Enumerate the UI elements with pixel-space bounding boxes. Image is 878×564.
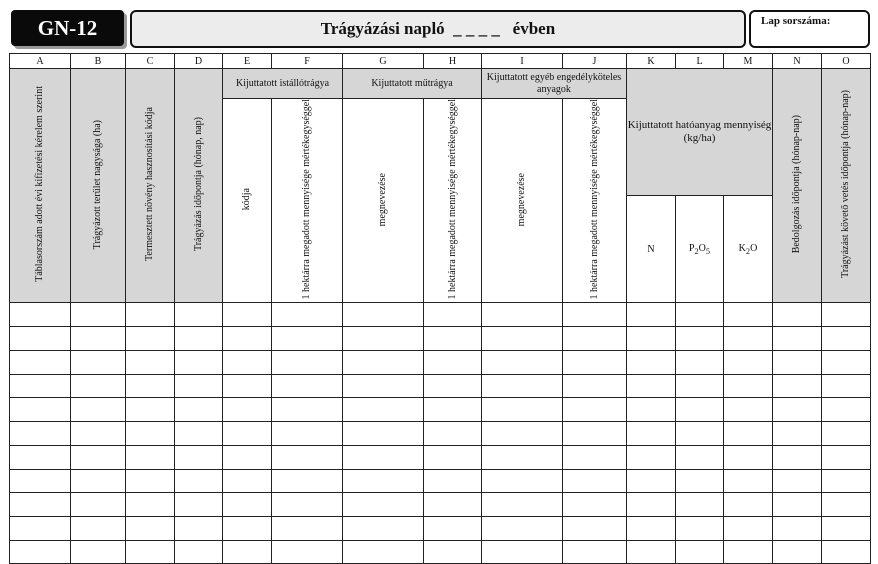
header-n-text: Bedolgozás időpontja (hónap-nap) (791, 115, 802, 254)
table-cell[interactable] (822, 469, 871, 493)
header-n (773, 69, 822, 303)
form-code-text: GN-12 (37, 15, 98, 40)
form-code (11, 10, 124, 46)
header-l-phosphorus (676, 195, 724, 303)
table-cell[interactable] (424, 422, 482, 446)
table-cell[interactable] (223, 540, 272, 564)
table-cell[interactable] (10, 327, 71, 351)
table-cell[interactable] (71, 303, 126, 327)
table-cell[interactable] (223, 493, 272, 517)
table-cell[interactable] (10, 350, 71, 374)
table-cell[interactable] (627, 445, 676, 469)
table-cell[interactable] (10, 493, 71, 517)
k-subscript: 2 (745, 246, 751, 256)
table-cell[interactable] (272, 422, 343, 446)
table-cell[interactable] (822, 350, 871, 374)
header-k-nitrogen: N (627, 195, 676, 303)
table-cell[interactable] (175, 469, 223, 493)
table-cell[interactable] (822, 445, 871, 469)
table-cell[interactable] (126, 516, 175, 540)
header-a-text: Táblasorszám adott évi kifizetési kérelem szerint (34, 86, 45, 283)
table-cell[interactable] (724, 493, 773, 517)
k-symbol: K (738, 242, 746, 254)
table-cell[interactable] (563, 398, 627, 422)
header-c (126, 69, 175, 303)
table-row (10, 516, 871, 540)
table-cell[interactable] (175, 516, 223, 540)
table-cell[interactable] (10, 445, 71, 469)
table-cell[interactable] (71, 350, 126, 374)
table-cell[interactable] (343, 493, 424, 517)
col-letter-h: H (424, 54, 482, 69)
table-cell[interactable] (126, 374, 175, 398)
col-letter-g: G (343, 54, 424, 69)
table-cell[interactable] (724, 398, 773, 422)
table-cell[interactable] (822, 422, 871, 446)
table-cell[interactable] (482, 540, 563, 564)
table-cell[interactable] (223, 303, 272, 327)
table-cell[interactable] (563, 303, 627, 327)
table-cell[interactable] (724, 350, 773, 374)
header-g (343, 99, 424, 303)
table-cell[interactable] (482, 422, 563, 446)
header-g-text: megnevezése (377, 172, 388, 226)
table-cell[interactable] (126, 350, 175, 374)
table-cell[interactable] (175, 398, 223, 422)
col-letter-n: N (773, 54, 822, 69)
table-cell[interactable] (482, 303, 563, 327)
table-cell[interactable] (676, 469, 724, 493)
column-letter-row (10, 54, 871, 69)
table-cell[interactable] (71, 469, 126, 493)
header-m-potassium (724, 195, 773, 303)
table-cell[interactable] (272, 374, 343, 398)
table-row (10, 445, 871, 469)
table-row (10, 374, 871, 398)
form-title-text: Trágyázási napló _ _ _ _ évben (320, 19, 556, 38)
table-cell[interactable] (563, 374, 627, 398)
table-cell[interactable] (126, 398, 175, 422)
table-row (10, 469, 871, 493)
table-cell[interactable] (627, 374, 676, 398)
col-letter-a: A (10, 54, 71, 69)
table-cell[interactable] (822, 327, 871, 351)
col-letter-o: O (822, 54, 871, 69)
table-cell[interactable] (175, 350, 223, 374)
table-cell[interactable] (71, 516, 126, 540)
header-d (175, 69, 223, 303)
table-cell[interactable] (482, 445, 563, 469)
table-cell[interactable] (424, 374, 482, 398)
table-cell[interactable] (343, 422, 424, 446)
table-cell[interactable] (10, 422, 71, 446)
table-cell[interactable] (627, 469, 676, 493)
table-cell[interactable] (773, 350, 822, 374)
table-cell[interactable] (272, 350, 343, 374)
table-cell[interactable] (724, 374, 773, 398)
table-cell[interactable] (71, 327, 126, 351)
col-letter-f: F (272, 54, 343, 69)
table-cell[interactable] (175, 303, 223, 327)
table-cell[interactable] (10, 516, 71, 540)
table-cell[interactable] (773, 422, 822, 446)
table-cell[interactable] (223, 516, 272, 540)
table-cell[interactable] (724, 540, 773, 564)
table-row (10, 540, 871, 564)
header-group-other: Kijuttatott egyéb engedélyköteles anyagok (482, 69, 627, 99)
table-cell[interactable] (822, 493, 871, 517)
col-letter-j: J (563, 54, 627, 69)
table-cell[interactable] (175, 493, 223, 517)
table-cell[interactable] (175, 374, 223, 398)
table-cell[interactable] (272, 493, 343, 517)
table-cell[interactable] (676, 540, 724, 564)
header-d-text: Trágyázás időpontja (hónap, nap) (192, 117, 204, 252)
table-cell[interactable] (343, 303, 424, 327)
table-cell[interactable] (126, 327, 175, 351)
table-row (10, 303, 871, 327)
table-cell[interactable] (822, 374, 871, 398)
table-cell[interactable] (676, 422, 724, 446)
header-j (563, 99, 627, 303)
table-cell[interactable] (563, 469, 627, 493)
header-b (71, 69, 126, 303)
table-cell[interactable] (482, 493, 563, 517)
table-cell[interactable] (126, 422, 175, 446)
table-cell[interactable] (627, 516, 676, 540)
table-cell[interactable] (563, 445, 627, 469)
header-h (424, 99, 482, 303)
header-f (272, 99, 343, 303)
group-header-row (10, 69, 871, 99)
table-cell[interactable] (563, 493, 627, 517)
fertilization-log-table (9, 53, 871, 564)
table-cell[interactable] (223, 469, 272, 493)
table-cell[interactable] (343, 398, 424, 422)
table-cell[interactable] (343, 516, 424, 540)
table-cell[interactable] (272, 469, 343, 493)
k-o-symbol: O (750, 242, 758, 254)
table-cell[interactable] (272, 398, 343, 422)
col-letter-k: K (627, 54, 676, 69)
table-cell[interactable] (627, 327, 676, 351)
sheet-number-label: Lap sorszáma: (761, 15, 831, 27)
table-cell[interactable] (773, 327, 822, 351)
table-cell[interactable] (10, 398, 71, 422)
table-cell[interactable] (71, 445, 126, 469)
table-cell[interactable] (424, 493, 482, 517)
table-cell[interactable] (272, 303, 343, 327)
table-cell[interactable] (724, 327, 773, 351)
table-cell[interactable] (424, 398, 482, 422)
header-c-text: Termesztett növény hasznosítási kódja (144, 107, 155, 262)
table-cell[interactable] (424, 516, 482, 540)
table-cell[interactable] (482, 516, 563, 540)
table-cell[interactable] (343, 540, 424, 564)
table-cell[interactable] (773, 303, 822, 327)
table-cell[interactable] (676, 374, 724, 398)
table-cell[interactable] (822, 303, 871, 327)
table-cell[interactable] (724, 303, 773, 327)
table-cell[interactable] (223, 350, 272, 374)
table-cell[interactable] (126, 303, 175, 327)
table-cell[interactable] (71, 374, 126, 398)
table-cell[interactable] (773, 469, 822, 493)
table-cell[interactable] (126, 469, 175, 493)
table-cell[interactable] (773, 493, 822, 517)
table-cell[interactable] (676, 350, 724, 374)
table-cell[interactable] (424, 469, 482, 493)
col-letter-c: C (126, 54, 175, 69)
table-cell[interactable] (627, 303, 676, 327)
table-cell[interactable] (10, 374, 71, 398)
header-i-text: megnevezése (516, 172, 527, 226)
table-cell[interactable] (773, 445, 822, 469)
table-cell[interactable] (822, 398, 871, 422)
header-group-fertilizer: Kijuttatott műtrágya (343, 69, 482, 99)
table-cell[interactable] (482, 469, 563, 493)
table-cell[interactable] (773, 398, 822, 422)
header-group-manure: Kijuttatott istállótrágya (223, 69, 343, 99)
table-cell[interactable] (272, 516, 343, 540)
header-e-text: kódja (241, 188, 252, 211)
table-cell[interactable] (343, 327, 424, 351)
table-cell[interactable] (724, 516, 773, 540)
table-row (10, 422, 871, 446)
table-cell[interactable] (627, 398, 676, 422)
header-group-active: Kijuttatott hatóanyag mennyiség (kg/ha) (627, 69, 773, 196)
table-cell[interactable] (627, 422, 676, 446)
header-e (223, 99, 272, 303)
table-cell[interactable] (71, 398, 126, 422)
header-b-text: Trágyázott terület nagysága (ha) (92, 119, 103, 249)
o-subscript: 5 (705, 246, 711, 256)
table-cell[interactable] (424, 540, 482, 564)
table-cell[interactable] (126, 445, 175, 469)
table-cell[interactable] (724, 445, 773, 469)
table-cell[interactable] (676, 398, 724, 422)
table-cell[interactable] (627, 540, 676, 564)
col-letter-m: M (724, 54, 773, 69)
table-cell[interactable] (627, 493, 676, 517)
table-cell[interactable] (482, 350, 563, 374)
header-o-text: Trágyázást követő vetés időpontja (hónap-nap) (840, 90, 851, 279)
table-cell[interactable] (563, 327, 627, 351)
o-symbol: O (698, 242, 706, 254)
p-symbol: P (688, 242, 695, 254)
header-f-text: 1 hektárra megadott mennyisége mértékegységgel (301, 99, 312, 300)
table-cell[interactable] (71, 540, 126, 564)
table-cell[interactable] (343, 350, 424, 374)
table-cell[interactable] (676, 493, 724, 517)
table-cell[interactable] (482, 398, 563, 422)
table-cell[interactable] (10, 303, 71, 327)
table-cell[interactable] (773, 540, 822, 564)
col-letter-l: L (676, 54, 724, 69)
table-cell[interactable] (724, 469, 773, 493)
table-cell[interactable] (223, 422, 272, 446)
table-cell[interactable] (126, 493, 175, 517)
table-cell[interactable] (424, 350, 482, 374)
table-cell[interactable] (773, 516, 822, 540)
table-cell[interactable] (175, 540, 223, 564)
table-cell[interactable] (71, 422, 126, 446)
header-h-text: 1 hektárra megadott mennyisége mértékegységgel (446, 99, 458, 300)
table-cell[interactable] (10, 540, 71, 564)
table-cell[interactable] (10, 469, 71, 493)
table-cell[interactable] (676, 445, 724, 469)
table-cell[interactable] (482, 374, 563, 398)
table-cell[interactable] (175, 445, 223, 469)
table-cell[interactable] (272, 445, 343, 469)
col-letter-b: B (71, 54, 126, 69)
table-row (10, 398, 871, 422)
table-cell[interactable] (71, 493, 126, 517)
form-title (130, 10, 746, 48)
table-cell[interactable] (676, 516, 724, 540)
table-cell[interactable] (343, 445, 424, 469)
table-cell[interactable] (343, 469, 424, 493)
table-cell[interactable] (563, 422, 627, 446)
col-letter-e: E (223, 54, 272, 69)
col-letter-d: D (175, 54, 223, 69)
table-cell[interactable] (272, 327, 343, 351)
table-row (10, 493, 871, 517)
p-subscript: 2 (694, 246, 699, 256)
table-cell[interactable] (773, 374, 822, 398)
table-cell[interactable] (563, 350, 627, 374)
table-cell[interactable] (822, 540, 871, 564)
table-cell[interactable] (424, 445, 482, 469)
table-cell[interactable] (223, 398, 272, 422)
table-cell[interactable] (482, 327, 563, 351)
header-o (822, 69, 871, 303)
table-cell[interactable] (724, 422, 773, 446)
table-cell[interactable] (175, 422, 223, 446)
table-row (10, 327, 871, 351)
header-a (10, 69, 71, 303)
col-letter-i: I (482, 54, 563, 69)
table-cell[interactable] (223, 327, 272, 351)
table-cell[interactable] (563, 516, 627, 540)
table-cell[interactable] (563, 540, 627, 564)
table-cell[interactable] (175, 327, 223, 351)
table-cell[interactable] (822, 516, 871, 540)
header-j-text: 1 hektárra megadott mennyisége mértékegységgel (588, 99, 600, 300)
table-cell[interactable] (126, 540, 175, 564)
table-cell[interactable] (676, 327, 724, 351)
table-cell[interactable] (627, 350, 676, 374)
table-cell[interactable] (223, 374, 272, 398)
table-cell[interactable] (272, 540, 343, 564)
table-cell[interactable] (343, 374, 424, 398)
table-cell[interactable] (676, 303, 724, 327)
sheet-number-box[interactable] (749, 10, 870, 48)
table-cell[interactable] (424, 327, 482, 351)
header-i (482, 99, 563, 303)
table-cell[interactable] (424, 303, 482, 327)
table-cell[interactable] (223, 445, 272, 469)
log-body (10, 303, 871, 564)
table-row (10, 350, 871, 374)
